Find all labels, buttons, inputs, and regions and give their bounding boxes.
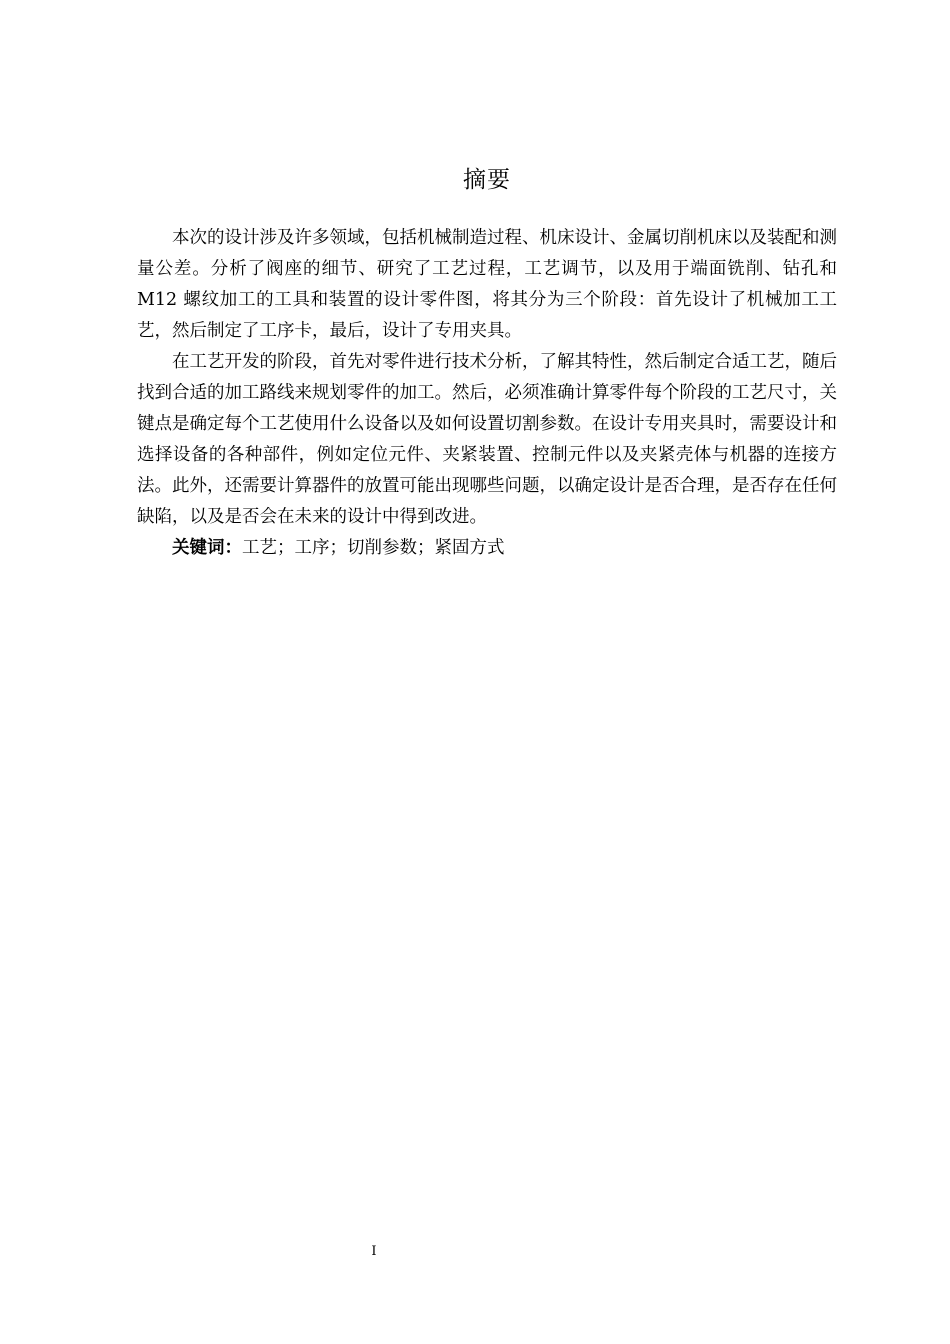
keywords-text: 工艺；工序；切削参数；紧固方式 <box>242 538 505 558</box>
abstract-paragraph-1: 本次的设计涉及许多领域，包括机械制造过程、机床设计、金属切削机床以及装配和测量公差。分析了阀座的细节、研究了工艺过程，工艺调节，以及用于端面铣削、钻孔和 M12 螺纹加工的工具和装置的设计零件图，将其分为三个阶段：首先设计了机械加工工艺，然后制定了工序卡，最后，设计了专用夹具。 <box>137 228 837 341</box>
page-number: I <box>371 1244 377 1259</box>
keywords-label: 关键词： <box>172 538 242 558</box>
keywords-line <box>137 533 837 564</box>
abstract-paragraph-2: 在工艺开发的阶段，首先对零件进行技术分析，了解其特性，然后制定合适工艺，随后找到合适的加工路线来规划零件的加工。然后，必须准确计算零件每个阶段的工艺尺寸，关键点是确定每个工艺使用什么设备以及如何设置切割参数。在设计专用夹具时，需要设计和选择设备的各种部件，例如定位元件、夹紧装置、控制元件以及夹紧壳体与机器的连接方法。此外，还需要计算器件的放置可能出现哪些问题，以确定设计是否合理，是否存在任何缺陷，以及是否会在未来的设计中得到改进。 <box>137 352 837 527</box>
page-title: 摘要 <box>463 167 511 193</box>
abstract-body <box>137 223 837 564</box>
